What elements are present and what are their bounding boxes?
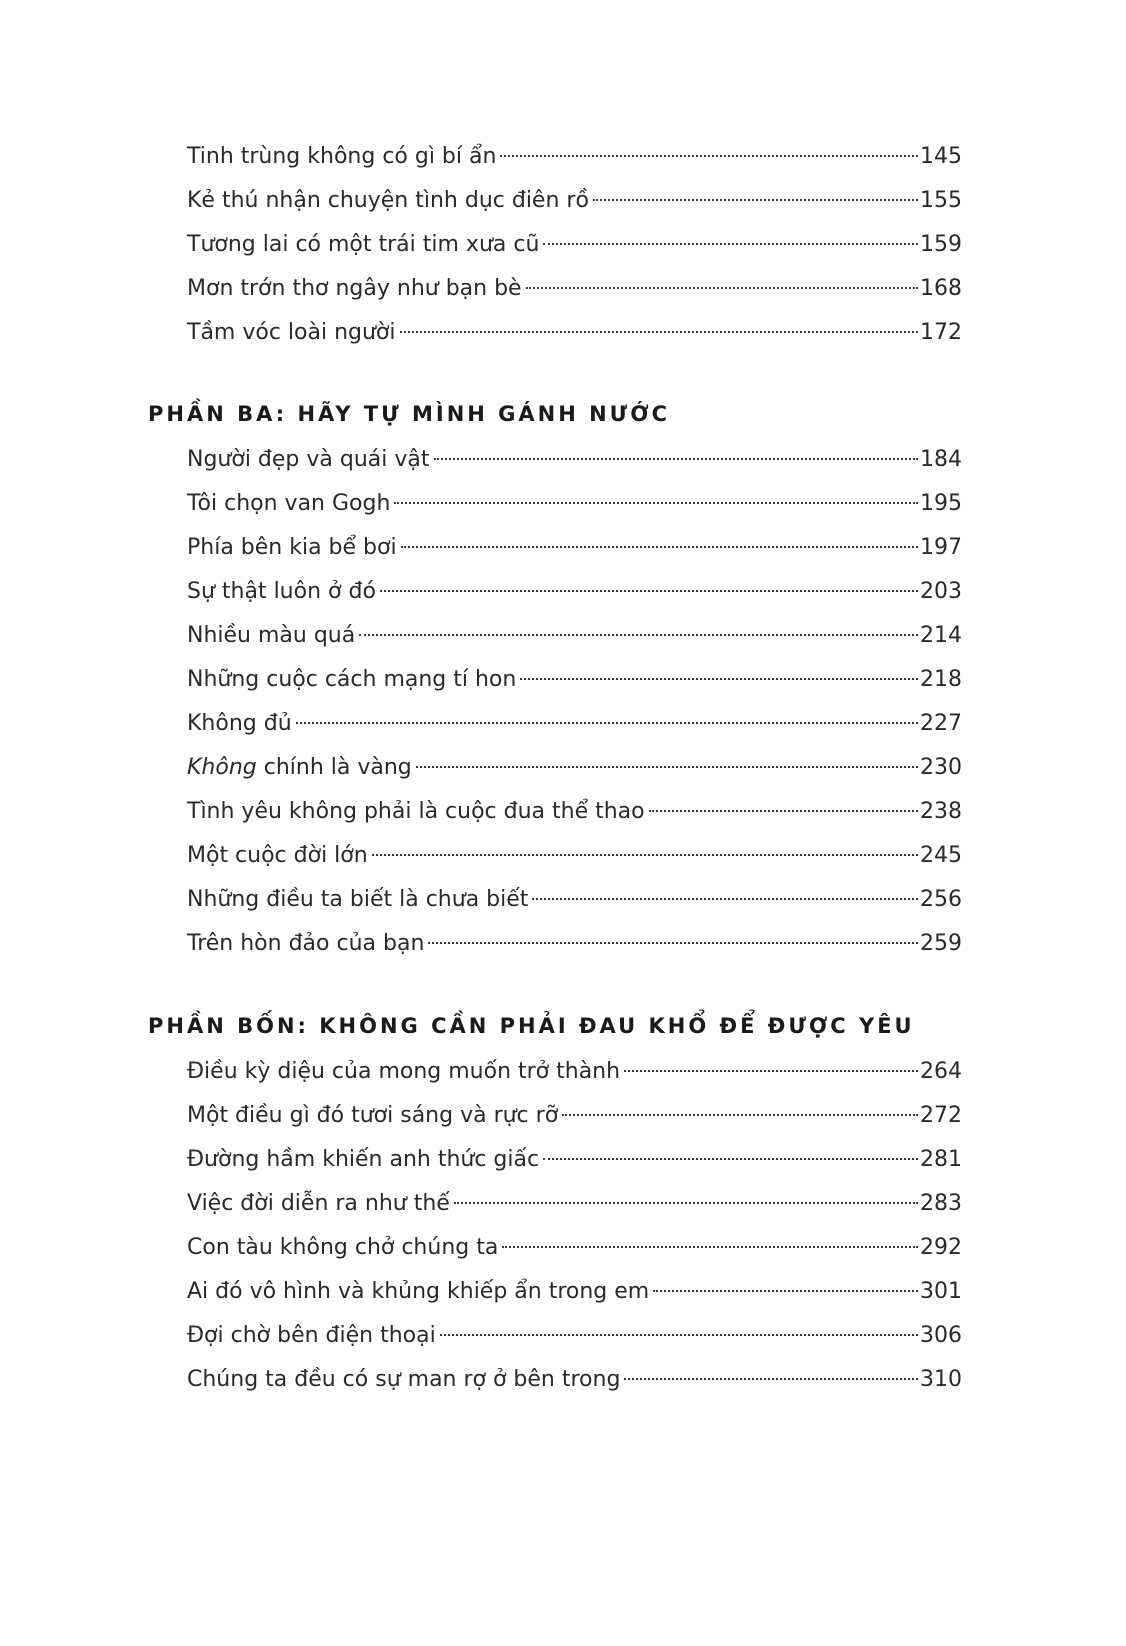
dot-leader xyxy=(428,941,918,944)
toc-entry-page: 184 xyxy=(920,447,962,472)
toc-entry-page: 264 xyxy=(920,1059,962,1084)
toc-entry-page: 281 xyxy=(920,1147,962,1172)
toc-entry-page: 256 xyxy=(920,887,962,912)
toc-entry-page: 301 xyxy=(920,1279,962,1304)
dot-leader xyxy=(454,1201,918,1204)
toc-entry-title: Điều kỳ diệu của mong muốn trở thành xyxy=(187,1059,621,1084)
dot-leader xyxy=(653,1289,918,1292)
toc-entry-page: 218 xyxy=(920,667,962,692)
toc-entry-title: Tầm vóc loài người xyxy=(187,320,396,345)
toc-entry-page: 155 xyxy=(920,188,962,213)
toc-entry xyxy=(187,575,962,609)
toc-entry xyxy=(187,883,962,917)
dot-leader xyxy=(624,1377,918,1380)
toc-entry-title: Trên hòn đảo của bạn xyxy=(187,931,425,956)
toc-entry xyxy=(187,140,962,174)
toc-entry-page: 245 xyxy=(920,843,962,868)
toc-entry-title: Con tàu không chở chúng ta xyxy=(187,1235,499,1260)
toc-entry-title: Những điều ta biết là chưa biết xyxy=(187,887,529,912)
dot-leader xyxy=(532,897,918,900)
dot-leader xyxy=(359,633,918,636)
toc-entry-title: Một điều gì đó tươi sáng và rực rỡ xyxy=(187,1103,559,1128)
toc-entry-page: 230 xyxy=(920,755,962,780)
toc-entry-title-rest: chính là vàng xyxy=(256,755,412,780)
toc-entry-page: 159 xyxy=(920,232,962,257)
toc-entry-page: 195 xyxy=(920,491,962,516)
dot-leader xyxy=(500,154,918,157)
dot-leader xyxy=(372,853,918,856)
toc-entry-title: Tôi chọn van Gogh xyxy=(187,491,391,516)
toc-entry xyxy=(187,795,962,829)
dot-leader xyxy=(434,457,918,460)
toc-entry-page: 214 xyxy=(920,623,962,648)
toc-entry xyxy=(187,1099,962,1133)
dot-leader xyxy=(401,545,918,548)
dot-leader xyxy=(400,330,919,333)
toc-entry xyxy=(187,487,962,521)
dot-leader xyxy=(520,677,918,680)
toc-entry-title: Đường hầm khiến anh thức giấc xyxy=(187,1147,540,1172)
toc-entry xyxy=(187,839,962,873)
toc-entry-title-italic: Không xyxy=(187,755,257,780)
toc-entry-title: Tình yêu không phải là cuộc đua thể thao xyxy=(187,799,645,824)
toc-entry-page: 197 xyxy=(920,535,962,560)
dot-leader xyxy=(394,501,918,504)
dot-leader xyxy=(543,1157,918,1160)
toc-entry-title: Đợi chờ bên điện thoại xyxy=(187,1323,436,1348)
toc-entry xyxy=(187,751,962,785)
toc-entry-title: Sự thật luôn ở đó xyxy=(187,579,376,604)
toc-entry-page: 172 xyxy=(920,320,962,345)
toc-entry xyxy=(187,927,962,961)
toc-entry-title: Không đủ xyxy=(187,711,292,736)
toc-entry xyxy=(187,1319,962,1353)
toc-entry-title: Kẻ thú nhận chuyện tình dục điên rồ xyxy=(187,188,589,213)
section-heading: PHẦN BỐN: KHÔNG CẦN PHẢI ĐAU KHỔ ĐỂ ĐƯỢC YÊU xyxy=(148,1014,915,1038)
toc-entry xyxy=(187,531,962,565)
toc-entry xyxy=(187,443,962,477)
toc-entry-title: Mơn trớn thơ ngây như bạn bè xyxy=(187,276,522,301)
toc-entry-title: Chúng ta đều có sự man rợ ở bên trong xyxy=(187,1367,621,1392)
toc-entry-title: Tương lai có một trái tim xưa cũ xyxy=(187,232,540,257)
dot-leader xyxy=(624,1069,918,1072)
toc-entry xyxy=(187,1231,962,1265)
toc-entry xyxy=(187,1055,962,1089)
toc-entry-title: Việc đời diễn ra như thế xyxy=(187,1191,450,1216)
toc-entry xyxy=(187,1275,962,1309)
dot-leader xyxy=(502,1245,918,1248)
toc-entry xyxy=(187,619,962,653)
dot-leader xyxy=(562,1113,918,1116)
toc-entry-page: 227 xyxy=(920,711,962,736)
toc-entry xyxy=(187,184,962,218)
toc-entry xyxy=(187,1143,962,1177)
toc-entry-title: Người đẹp và quái vật xyxy=(187,447,430,472)
dot-leader xyxy=(380,589,918,592)
toc-entry xyxy=(187,663,962,697)
dot-leader xyxy=(649,809,918,812)
dot-leader xyxy=(593,198,918,201)
section-heading: PHẦN BA: HÃY TỰ MÌNH GÁNH NƯỚC xyxy=(148,402,670,426)
toc-entry-page: 145 xyxy=(920,144,962,169)
toc-entry-page: 203 xyxy=(920,579,962,604)
toc-entry xyxy=(187,707,962,741)
toc-entry-page: 168 xyxy=(920,276,962,301)
toc-entry-title: Nhiều màu quá xyxy=(187,623,356,648)
toc-entry xyxy=(187,228,962,262)
toc-entry xyxy=(187,1363,962,1397)
toc-entry-title: Tinh trùng không có gì bí ẩn xyxy=(187,144,497,169)
toc-entry-page: 259 xyxy=(920,931,962,956)
toc-entry xyxy=(187,1187,962,1221)
toc-entry-page: 272 xyxy=(920,1103,962,1128)
toc-entry-page: 306 xyxy=(920,1323,962,1348)
dot-leader xyxy=(296,721,918,724)
dot-leader xyxy=(440,1333,918,1336)
toc-entry-title: Ai đó vô hình và khủng khiếp ẩn trong em xyxy=(187,1279,650,1304)
toc-entry-title xyxy=(187,751,412,785)
toc-entry xyxy=(187,272,962,306)
toc-entry-page: 310 xyxy=(920,1367,962,1392)
toc-entry-title: Một cuộc đời lớn xyxy=(187,843,368,868)
toc-entry-title: Những cuộc cách mạng tí hon xyxy=(187,667,517,692)
toc-entry-page: 292 xyxy=(920,1235,962,1260)
toc-entry-title: Phía bên kia bể bơi xyxy=(187,535,397,560)
dot-leader xyxy=(526,286,918,289)
dot-leader xyxy=(543,242,918,245)
toc-entry-page: 283 xyxy=(920,1191,962,1216)
toc-entry-page: 238 xyxy=(920,799,962,824)
toc-entry xyxy=(187,316,962,350)
dot-leader xyxy=(416,765,918,768)
